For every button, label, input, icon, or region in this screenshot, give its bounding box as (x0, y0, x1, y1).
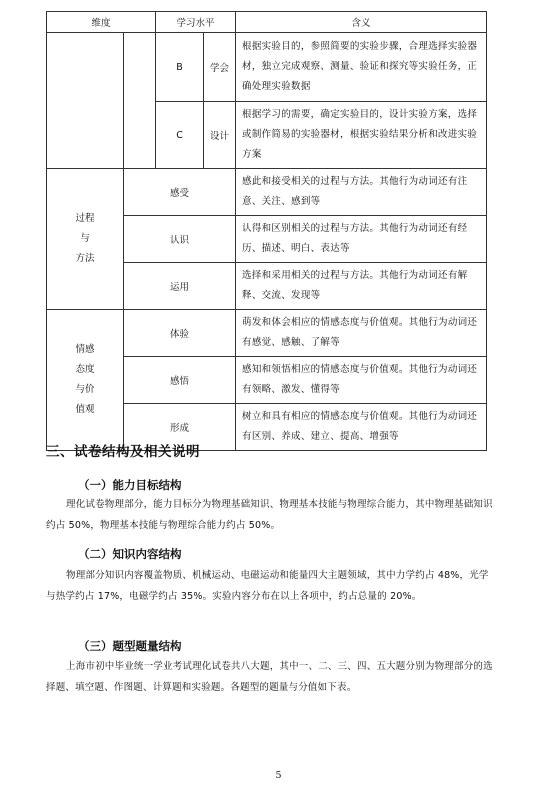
learning-level-table (46, 11, 487, 451)
level-name: 感受 (124, 169, 236, 216)
dimension-cell-empty (47, 33, 124, 169)
table-row (47, 310, 487, 357)
subsection-title-question-types: （三）题型题量结构 (78, 639, 182, 653)
level-code: B (156, 33, 204, 102)
table-row (47, 33, 487, 102)
level-name: 形成 (124, 404, 236, 451)
level-meaning: 根据实验目的，参照简要的实验步骤，合理选择实验器材，独立完成观察、测量、验证和探究等实验任务，正确处理实验数据 (236, 33, 487, 102)
table-header-row (47, 12, 487, 33)
paragraph-knowledge: 物理部分知识内容覆盖物质、机械运动、电磁运动和能量四大主题领域，其中力学约占 48%，光学与热学约占 17%，电磁学约占 35%。实验内容分布在以上各项中，约占总量的 20%。 (46, 570, 489, 602)
dimension-emotion: 情感 态度 与价 值观 (47, 310, 124, 451)
dimension-cell-empty (124, 33, 156, 169)
level-meaning: 感知和领悟相应的情感态度与价值观。其他行为动词还有领略、激发、懂得等 (236, 357, 487, 404)
level-name: 运用 (124, 263, 236, 310)
level-code: C (156, 102, 204, 169)
level-name: 感悟 (124, 357, 236, 404)
paragraph-ability: 理化试卷物理部分，能力目标分为物理基础知识、物理基本技能与物理综合能力，其中物理基础知识约占 50%，物理基本技能与物理综合能力约占 50%。 (46, 499, 493, 531)
level-name: 学会 (204, 33, 236, 102)
level-meaning: 萌发和体会相应的情感态度与价值观。其他行为动词还有感觉、感触、了解等 (236, 310, 487, 357)
subsection-title-ability: （一）能力目标结构 (78, 478, 182, 492)
subsection-title-knowledge: （二）知识内容结构 (78, 547, 182, 561)
dimension-process: 过程 与 方法 (47, 169, 124, 310)
header-meaning: 含义 (236, 12, 487, 33)
level-meaning: 根据学习的需要，确定实验目的，设计实验方案，选择或制作简易的实验器材，根据实验结果分析和改进实验方案 (236, 102, 487, 169)
level-meaning: 树立和具有相应的情感态度与价值观。其他行为动词还有区别、养成、建立、提高、增强等 (236, 404, 487, 451)
page-number: 5 (275, 770, 282, 781)
level-meaning: 认得和区别相关的过程与方法。其他行为动词还有经历、描述、明白、表达等 (236, 216, 487, 263)
table-row (47, 169, 487, 216)
header-dimension: 维度 (47, 12, 156, 33)
paragraph-question-types: 上海市初中毕业统一学业考试理化试卷共八大题，其中一、二、三、四、五大题分别为物理部分的选择题、填空题、作图题、计算题和实验题。各题型的题量与分值如下表。 (46, 661, 493, 693)
level-name: 认识 (124, 216, 236, 263)
level-name: 设计 (204, 102, 236, 169)
section-title: 三、试卷结构及相关说明 (46, 444, 200, 460)
level-name: 体验 (124, 310, 236, 357)
level-meaning: 选择和采用相关的过程与方法。其他行为动词还有解释、交流、发现等 (236, 263, 487, 310)
level-meaning: 感此和接受相关的过程与方法。其他行为动词还有注意、关注、感到等 (236, 169, 487, 216)
header-level: 学习水平 (156, 12, 236, 33)
